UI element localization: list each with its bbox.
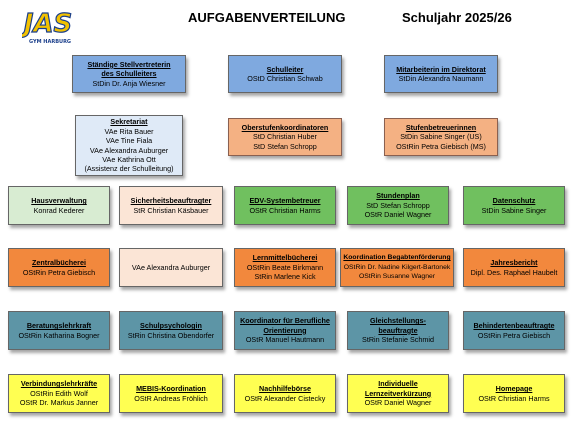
logo-subtext: GYM HARBURG — [28, 39, 72, 45]
box-stellvertreterin — [72, 55, 186, 93]
box-beratung — [8, 311, 110, 350]
box-psychologin — [119, 311, 223, 350]
box-oberstufenkoordinatoren — [228, 118, 342, 156]
box-gleichstellung — [347, 311, 449, 350]
box-zentralbuecherei — [8, 248, 110, 287]
box-edv — [234, 186, 336, 225]
box-person: OStRin Dr. Nadine Kilgert-Bartonek — [343, 263, 451, 271]
box-heading: Individuelle — [378, 379, 418, 389]
box-heading: Jahresbericht — [490, 258, 538, 268]
page-title: AUFGABENVERTEILUNG — [188, 10, 346, 25]
box-person: OStR Dr. Markus Janner — [19, 398, 99, 408]
box-person: StR Christian Käsbauer — [133, 205, 209, 215]
box-person: OStRin Susanne Wagner — [358, 273, 436, 281]
box-person: OStRin Petra Giebisch — [22, 267, 96, 277]
box-heading: Zentralbücherei — [32, 258, 86, 268]
box-person: OStR Daniel Wagner — [364, 398, 432, 408]
box-heading: Verbindungslehrkräfte — [20, 379, 98, 389]
box-person: OStR Daniel Wagner — [364, 210, 432, 220]
box-person: StD Christian Huber — [253, 132, 317, 142]
box-person: OStD Christian Schwab — [247, 74, 323, 83]
box-person: OStR Alexander Cistecky — [244, 393, 326, 403]
box-heading: Schulpsychologin — [140, 321, 202, 331]
box-heading: Lernzeitverkürzung — [364, 388, 432, 398]
box-mitarbeiterin — [384, 55, 498, 93]
box-note: (Assistenz der Schulleitung) — [84, 164, 174, 174]
box-begabten — [340, 248, 454, 287]
box-heading: Nachhilfebörse — [259, 384, 311, 394]
box-homepage — [463, 374, 565, 413]
box-behinderten — [463, 311, 565, 350]
box-heading: Lernmittelbücherei — [252, 253, 318, 263]
box-person: StDin Dr. Anja Wiesner — [92, 78, 166, 88]
box-berufliche — [234, 311, 336, 350]
box-person: Dipl. Des. Raphael Haubelt — [470, 267, 558, 277]
box-sekretariat — [75, 115, 183, 176]
box-person: Konrad Kederer — [33, 205, 85, 215]
box-person: StRin Stefanie Schmid — [362, 335, 434, 345]
box-person: StD Stefan Schropp — [253, 141, 317, 151]
box-heading: Behindertenbeauftragte — [473, 321, 555, 331]
box-person: OStRin Petra Giebisch (MS) — [396, 141, 486, 151]
box-person: VAe Rita Bauer — [104, 126, 154, 136]
box-person: StDin Alexandra Naumann — [398, 74, 484, 83]
box-heading: MEBIS-Koordination — [136, 384, 206, 394]
logo-text: JAS — [23, 9, 73, 39]
box-stufenbetreuerinnen — [384, 118, 498, 156]
box-heading: Stundenplan — [376, 191, 420, 201]
box-heading: Hausverwaltung — [31, 196, 87, 206]
box-person: VAe Tine Fiala — [105, 136, 153, 146]
box-person: OStRin Edith Wolf — [30, 388, 88, 398]
box-heading: Beratungslehrkraft — [26, 321, 92, 331]
box-heading: Koordinator für Berufliche — [240, 316, 330, 326]
box-mebis — [119, 374, 223, 413]
school-year: Schuljahr 2025/26 — [402, 10, 512, 25]
box-person: VAe Alexandra Auburger — [89, 145, 169, 155]
box-heading: des Schulleiters — [101, 69, 157, 79]
box-heading: Datenschutz — [492, 196, 536, 206]
box-hausverwaltung — [8, 186, 110, 225]
box-vae-auburger — [119, 248, 223, 287]
box-heading: Homepage — [495, 384, 533, 394]
box-heading: Gleichstellungs- — [370, 316, 426, 326]
box-person: StRin Marlene Kick — [254, 272, 316, 282]
box-datenschutz — [463, 186, 565, 225]
box-person: VAe Alexandra Auburger — [131, 262, 211, 272]
box-person: StDin Sabine Singer (US) — [400, 132, 482, 142]
box-heading: Schulleiter — [266, 64, 304, 74]
box-verbindung — [8, 374, 110, 413]
box-heading: Oberstufenkoordinatoren — [241, 122, 329, 132]
box-lernzeit — [347, 374, 449, 413]
box-person: OStR Manuel Hautmann — [245, 335, 325, 345]
box-person: StRin Christina Obendorfer — [127, 330, 215, 340]
box-lernmittel — [234, 248, 336, 287]
box-heading: Sekretariat — [110, 117, 148, 127]
box-schulleiter — [228, 55, 342, 93]
box-person: OStR Christian Harms — [249, 205, 321, 215]
box-nachhilfe — [234, 374, 336, 413]
box-person: StDin Sabine Singer — [481, 205, 547, 215]
box-heading: Stufenbetreuerinnen — [405, 122, 477, 132]
box-heading: Mitarbeiterin im Direktorat — [396, 64, 486, 74]
box-heading: Sicherheitsbeauftragter — [130, 196, 212, 206]
box-person: OStR Christian Harms — [478, 393, 550, 403]
box-person: StD Stefan Schropp — [366, 200, 430, 210]
school-logo — [22, 5, 74, 47]
box-person: OStRin Beate Birkmann — [246, 262, 324, 272]
box-jahresbericht — [463, 248, 565, 287]
box-heading: Orientierung — [263, 325, 307, 335]
box-person: OStR Andreas Fröhlich — [134, 393, 208, 403]
box-heading: beauftragte — [378, 325, 418, 335]
box-heading: EDV-Systembetreuer — [249, 196, 321, 206]
box-heading: Koordination Begabtenförderung — [343, 254, 451, 262]
box-person: VAe Kathrina Ott — [102, 154, 156, 164]
box-person: OStRin Petra Giebisch — [477, 330, 551, 340]
box-stundenplan — [347, 186, 449, 225]
box-sicherheit — [119, 186, 223, 225]
box-person: OStRin Katharina Bogner — [18, 330, 100, 340]
box-heading: Ständige Stellvertreterin — [87, 59, 171, 69]
